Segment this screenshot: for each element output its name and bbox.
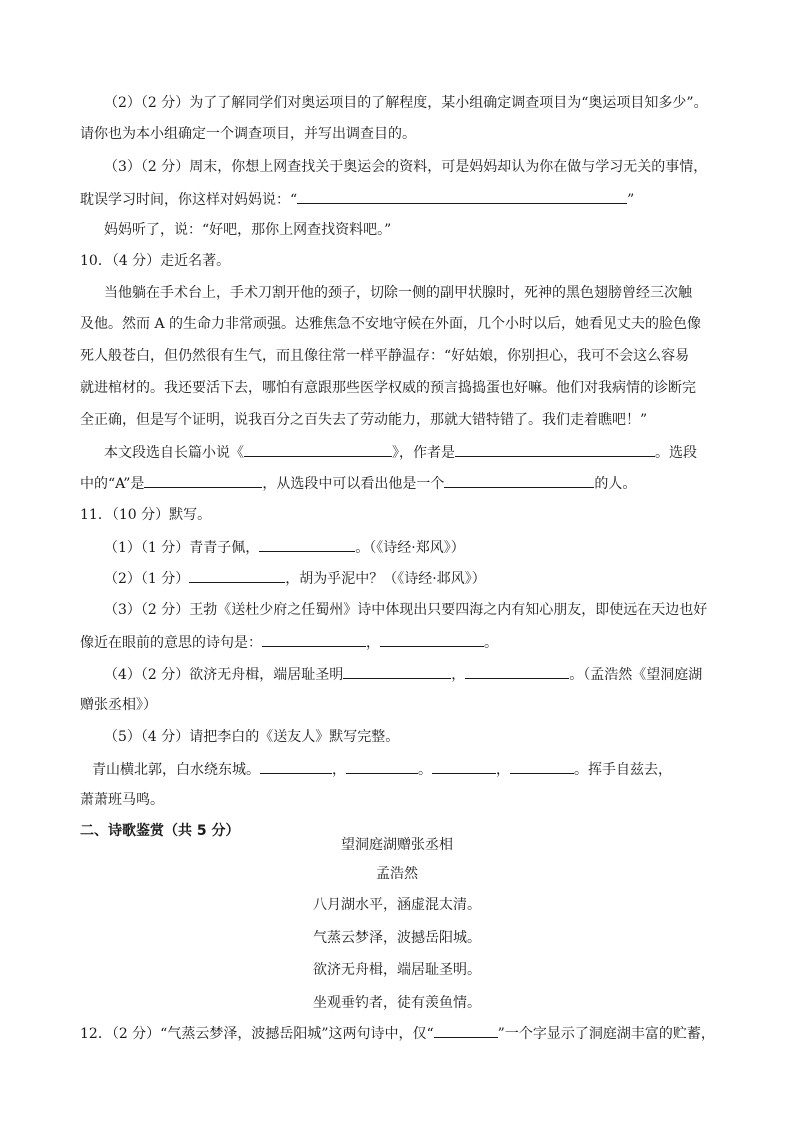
q11-item3-blank-2[interactable] [380,632,484,647]
q11-text: 。 [484,635,498,651]
q11-item5: （5）（4 分）请把李白的《送友人》默写完整。 [104,729,400,745]
q11-text: ， [451,667,466,683]
q10-fill-text: 中的“A”是 [80,476,145,492]
q11-text: 。挥手自兹去， [574,762,672,778]
q11-text: （1）（1 分）青青子佩， [104,540,260,556]
q11-item4-line1 [104,664,702,685]
q10-fill-line2 [80,473,636,494]
poem-line-2: 气蒸云梦泽，波撼岳阳城。 [313,930,481,946]
q10-fill-text: 。选段 [655,445,697,461]
q11-text: ， [332,762,346,778]
q10-author-blank[interactable] [455,442,655,457]
q11-text: ，胡为乎泥中？（《诗经·邶风》） [285,571,486,587]
q11-item4-blank-2[interactable] [465,664,569,679]
q11-item1 [104,537,465,558]
q11-text: 。 [418,762,432,778]
q10-fill-text: 的人。 [594,476,637,492]
poem-line-3: 欲济无舟楫，端居耻圣明。 [313,962,481,978]
q9-answer-blank[interactable] [297,189,627,204]
q10-passage-line3: 死人般苍白，但仍然很有生气，而且像往常一样平静温存：“好姑娘，你别担心，我可不会这么容易 [80,348,690,364]
q11-text: （4）（2 分）欲济无舟楫，端居耻圣明 [104,667,344,683]
poem-author: 孟浩然 [376,866,418,882]
q10-passage-line5: 全正确，但是写个证明，说我百分之百失去了劳动能力，那就大错特错了。我们走着瞧吧！” [80,412,648,428]
q11-item2-blank[interactable] [189,568,285,583]
poem-title: 望洞庭湖赠张丞相 [341,837,453,853]
q11-item4-blank-1[interactable] [343,664,451,679]
q11-item5-blank-4[interactable] [510,759,574,774]
q11-item5-blank-1[interactable] [260,759,332,774]
q9-item2-line2: 请你也为本小组确定一个调查项目，并写出调查目的。 [80,126,416,142]
q12-blank[interactable] [434,1023,498,1038]
q11-title: 11．（10 分）默写。 [80,507,212,523]
q11-item5-poem-end: 萧萧班马鸣。 [80,792,164,808]
q10-passage-line1: 当他躺在手术台上，手术刀割开他的颈子，切除一侧的副甲状腺时，死神的黑色翅膀曾经三次触 [104,285,692,301]
q11-item4-line2: 赠张丞相》） [80,697,157,713]
q10-fill-text: ，从选段中可以看出他是一个 [262,476,445,492]
q10-passage-line4: 就进棺材的。我还要活下去，哪怕有意跟那些医学权威的预言捣捣蛋也好嘛。他们对我病情的诊断完 [80,380,696,396]
q10-fill-text: 》，作者是 [392,445,455,461]
section-heading: 二、诗歌鉴赏（共 5 分） [80,823,240,839]
q12-text: ”一个字显示了洞庭湖丰富的贮蓄， [497,1026,715,1042]
q11-text: 。（孟浩然《望洞庭湖 [569,667,703,683]
q9-item3-close-quote: ” [627,192,635,208]
q11-item3-line1: （3）（2 分）王勃《送杜少府之任蜀州》诗中体现出只要四海之内有知心朋友，即使远在天边也好 [104,602,708,618]
q11-item2 [104,568,486,589]
q12-line [80,1023,715,1044]
q9-item3-line1: （3）（2 分）周末，你想上网查找关于奥运会的资料，可是妈妈却认为你在做与学习无关的事情， [104,159,708,175]
q11-item3-blank-1[interactable] [262,632,366,647]
poem-line-4: 坐观垂钓者，徒有羡鱼情。 [313,995,481,1011]
q11-text: ， [496,762,510,778]
q11-item3-line2 [80,632,498,653]
q11-text: 像近在眼前的意思的诗句是： [80,635,262,651]
q11-text: ， [366,635,380,651]
q11-item5-blank-2[interactable] [346,759,418,774]
q10-a-blank[interactable] [144,473,262,488]
q11-text: 青山横北郭，白水绕东城。 [92,762,260,778]
q9-item3-line2 [80,189,634,210]
q11-text: （2）（1 分） [104,571,190,587]
q9-item3-line3: 妈妈听了，说：“好吧，那你上网查找资料吧。” [104,222,392,238]
q10-title: 10．（4 分）走近名著。 [80,253,231,269]
q9-item2-line1: （2）（2 分）为了了解同学们对奥运项目的了解程度，某小组确定调查项目为“奥运项目知多少”。 [104,95,708,111]
q11-item5-poem-line [92,759,672,780]
q10-fill-text: 本文段选自长篇小说《 [104,445,244,461]
q10-fill-line1 [104,442,697,463]
poem-line-1: 八月湖水平，涵虚混太清。 [313,897,481,913]
q9-item3-prompt: 耽误学习时间，你这样对妈妈说：“ [80,192,298,208]
q11-item5-blank-3[interactable] [432,759,496,774]
q11-item1-blank[interactable] [259,537,355,552]
q11-text: 。（《诗经·郑风》） [355,540,465,556]
q10-novel-blank[interactable] [244,442,392,457]
q10-passage-line2: 及他。然而 A 的生命力非常顽强。达雅焦急不安地守候在外面，几个小时以后，她看见丈夫的脸色像 [80,316,702,332]
q10-character-blank[interactable] [444,473,594,488]
q12-text: 12．（2 分）“气蒸云梦泽，波撼岳阳城”这两句诗中，仅“ [80,1026,434,1042]
